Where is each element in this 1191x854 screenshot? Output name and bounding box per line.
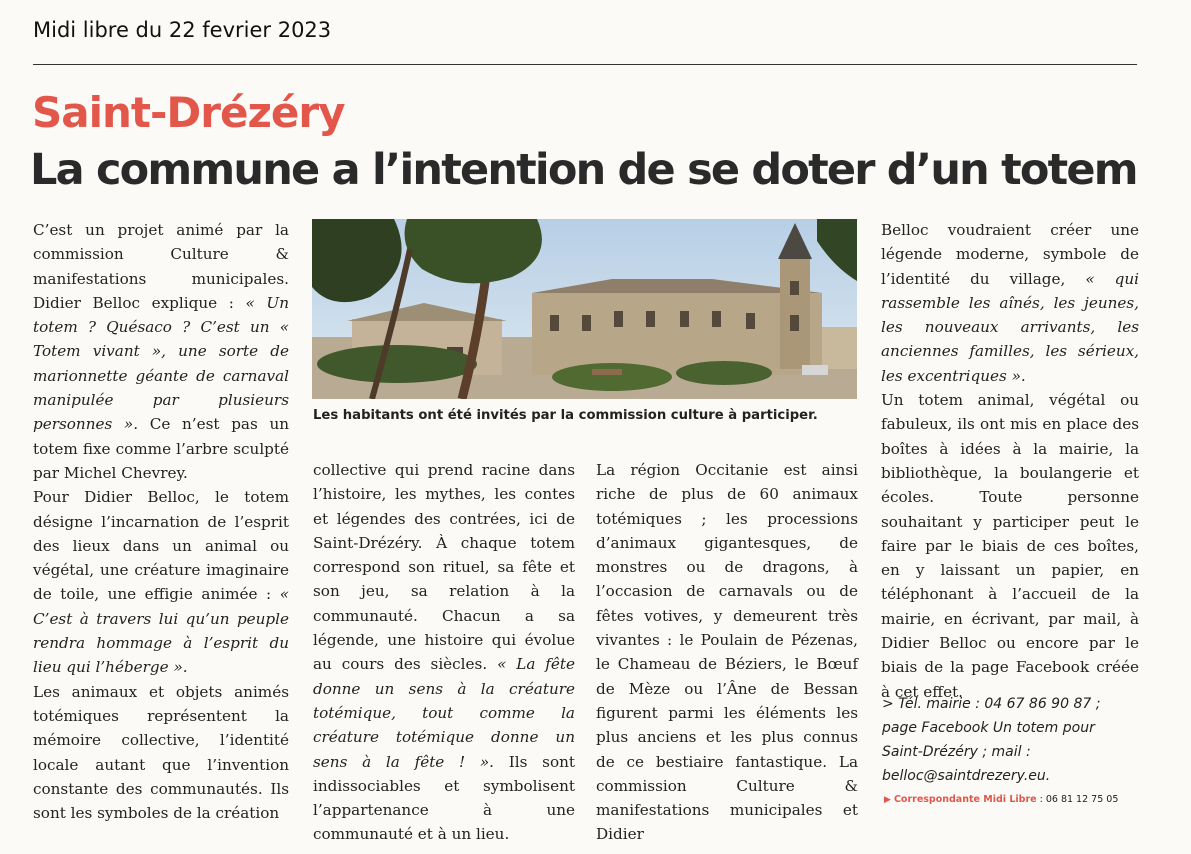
article-column-1 bbox=[33, 218, 289, 825]
correspondent-credit bbox=[884, 794, 1118, 805]
contact-page-name-line: Saint-Drézéry ; mail : bbox=[882, 744, 1031, 760]
article-column-2 bbox=[313, 458, 575, 847]
article-kicker: Saint-Drézéry bbox=[32, 88, 345, 137]
article-column-4 bbox=[881, 218, 1139, 704]
header-divider bbox=[33, 64, 1137, 65]
newspaper-source-line: Midi libre du 22 fevrier 2023 bbox=[33, 18, 332, 42]
contact-facebook-line: page Facebook Un totem pour bbox=[882, 720, 1095, 736]
paragraph-3: Les animaux et objets animés totémiques représentent la mémoire collective, l’identité locale autant que l’invention constante des communautés. Ils sont les symboles de la création bbox=[33, 682, 289, 823]
paragraph-1: C’est un projet animé par la commission Culture & manifestations municipales. Didier Belloc explique : « Un totem ? Quésaco ? C’est un « Totem vivant », une sorte de marionnette géante de carnaval manipulée par plusieurs personnes ». Ce n’est pas un totem fixe comme l’arbre sculpté par Michel Chevrey. bbox=[33, 221, 290, 482]
contact-email: belloc@saintdrezery.eu. bbox=[882, 768, 1051, 784]
photo-caption: Les habitants ont été invités par la commission culture à participer. bbox=[313, 408, 818, 423]
article-column-3 bbox=[596, 458, 858, 847]
paragraph-4: collective qui prend racine dans l’histoire, les mythes, les contes et légendes des contrées, ici de Saint-Drézéry. À chaque totem correspond son rituel, sa fête et son jeu, sa relation à la communauté. Chacun a sa légende, une histoire qui évolue au cours des siècles. « La fête donne un sens à la créature totémique, tout comme la créature totémique donne un sens à la fête ! ». Ils sont indissociables et symbolisent l’appartenance à une communauté et à un lieu. bbox=[313, 461, 576, 844]
correspondent-label: Correspondante Midi Libre bbox=[893, 794, 1037, 805]
article-photo bbox=[312, 219, 857, 399]
article-headline: La commune a l’intention de se doter d’un totem bbox=[30, 145, 1137, 195]
paragraph-7: Un totem animal, végétal ou fabuleux, ils ont mis en place des boîtes à idées à la mairie, la bibliothèque, la boulangerie et écoles. Toute personne souhaitant y participer peut le faire par le biais de ces boîtes, en y laissant un papier, en téléphonant à l’accueil de la mairie, en écrivant, par mail, à Didier Belloc ou encore par le biais de la page Facebook créée à cet effet. bbox=[881, 391, 1139, 701]
contact-phone-line: > Tél. mairie : 04 67 86 90 87 ; bbox=[882, 696, 1101, 712]
contact-info bbox=[882, 692, 1140, 788]
correspondent-phone: : 06 81 12 75 05 bbox=[1039, 794, 1119, 805]
paragraph-6: Belloc voudraient créer une légende moderne, symbole de l’identité du village, « qui rassemble les aînés, les jeunes, les nouveaux arrivants, les anciennes familles, les sérieux, les excentriques ». bbox=[881, 221, 1139, 385]
triangle-marker-icon: ▶ bbox=[884, 795, 891, 805]
paragraph-5: La région Occitanie est ainsi riche de plus de 60 animaux totémiques ; les processions d’animaux gigantesques, de monstres ou de dragons, à l’occasion de carnavals ou de fêtes votives, y demeurent très vivantes : le Poulain de Pézenas, le Chameau de Béziers, le Bœuf de Mèze ou l’Âne de Bessan figurent parmi les éléments les plus anciens et les plus connus de ce bestiaire fantastique. La commission Culture & manifestations municipales et Didier bbox=[596, 461, 858, 844]
paragraph-2: Pour Didier Belloc, le totem désigne l’incarnation de l’esprit des lieux dans un animal ou végétal, une créature imaginaire de toile, une effigie animée : « C’est à travers lui qu’un peuple rendra hommage à l’esprit du lieu qui l’héberge ». bbox=[33, 488, 289, 677]
